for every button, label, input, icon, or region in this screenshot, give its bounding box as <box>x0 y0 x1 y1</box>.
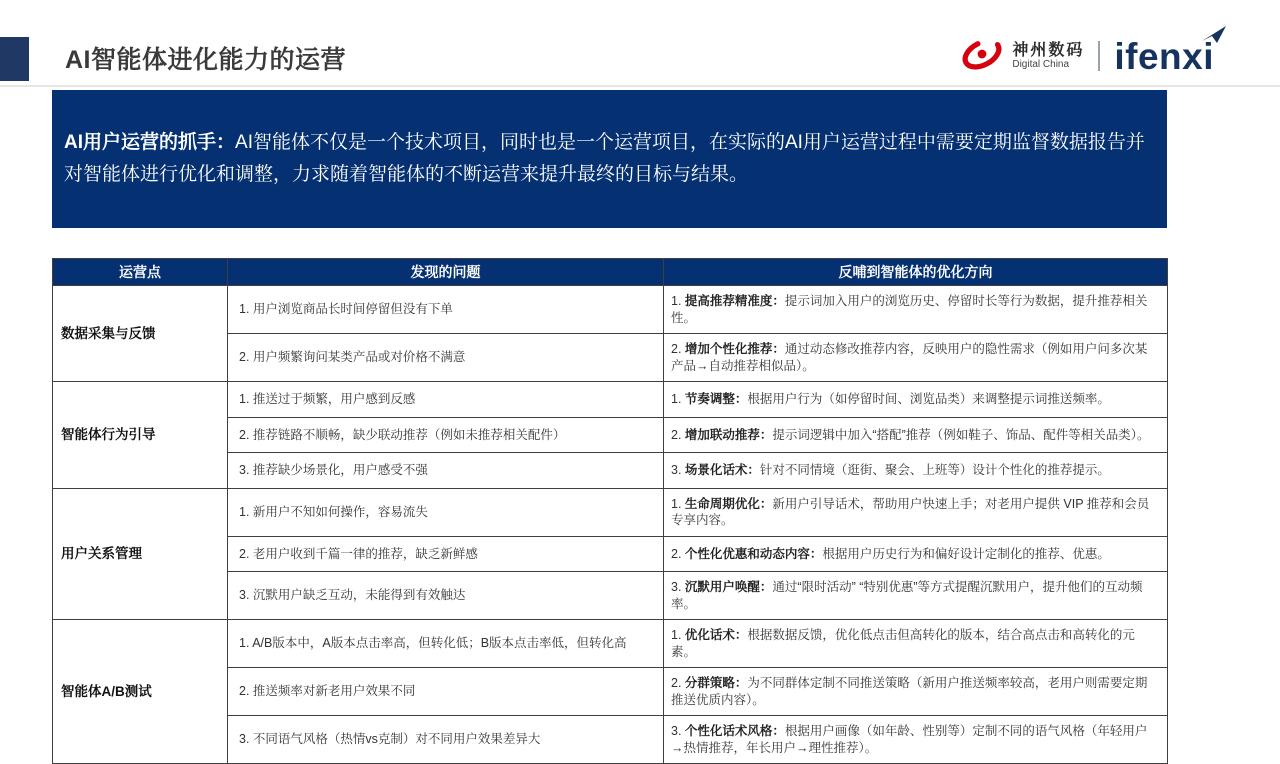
table-row <box>53 488 1168 536</box>
banner-body: AI智能体不仅是一个技术项目，同时也是一个运营项目，在实际的AI用户运营过程中需要定期监督数据报告并对智能体进行优化和调整，力求随着智能体的不断运营来提升最终的目标与结果。 <box>64 132 1145 185</box>
problem-cell: 2. 老用户收到千篇一律的推荐，缺乏新鲜感 <box>228 536 664 572</box>
optimization-cell: 2. 分群策略：为不同群体定制不同推送策略（新用户推送频率较高，老用户则需要定期推送优质内容）。 <box>664 668 1168 716</box>
summary-banner <box>52 90 1167 228</box>
optimization-cell: 3. 沉默用户唤醒：通过“限时活动” “特别优惠”等方式提醒沉默用户，提升他们的互动频率。 <box>664 572 1168 620</box>
banner-lead: AI用户运营的抓手： <box>64 132 236 154</box>
problem-cell: 2. 用户频繁询问某类产品或对价格不满意 <box>228 334 664 382</box>
ifenxi-logo <box>1114 35 1220 77</box>
title-accent-bar <box>0 37 29 81</box>
optimization-cell: 2. 增加联动推荐：提示词逻辑中加入“搭配”推荐（例如鞋子、饰品、配件等相关品类）。 <box>664 417 1168 453</box>
problem-cell: 3. 不同语气风格（热情vs克制）对不同用户效果差异大 <box>228 716 664 764</box>
problem-cell: 1. 新用户不知如何操作，容易流失 <box>228 488 664 536</box>
digital-china-en-label: Digital China <box>1012 59 1070 71</box>
optimization-cell: 1. 优化话术：根据数据反馈，优化低点击但高转化的版本，结合高点击和高转化的元素。 <box>664 620 1168 668</box>
header-optimization-direction: 反哺到智能体的优化方向 <box>664 259 1168 286</box>
ifenxi-wordmark: ifenxi <box>1114 35 1214 77</box>
problem-cell: 1. 推送过于频繁，用户感到反感 <box>228 382 664 418</box>
table-row <box>53 286 1168 334</box>
category-cell: 数据采集与反馈 <box>53 286 228 382</box>
category-cell: 智能体A/B测试 <box>53 620 228 764</box>
logo-separator <box>1098 41 1100 71</box>
optimization-cell: 3. 个性化话术风格：根据用户画像（如年龄、性别等）定制不同的语气风格（年轻用户→热情推荐，年长用户→理性推荐）。 <box>664 716 1168 764</box>
header-divider <box>0 85 1280 87</box>
optimization-cell: 3. 场景化话术：针对不同情境（逛街、聚会、上班等）设计个性化的推荐提示。 <box>664 453 1168 489</box>
problem-cell: 1. A/B版本中，A版本点击率高，但转化低；B版本点击率低，但转化高 <box>228 620 664 668</box>
optimization-cell: 1. 生命周期优化：新用户引导话术，帮助用户快速上手；对老用户提供 VIP 推荐和会员专享内容。 <box>664 488 1168 536</box>
category-cell: 智能体行为引导 <box>53 382 228 489</box>
optimization-cell: 2. 个性化优惠和动态内容：根据用户历史行为和偏好设计定制化的推荐、优惠。 <box>664 536 1168 572</box>
problem-cell: 3. 沉默用户缺乏互动，未能得到有效触达 <box>228 572 664 620</box>
page-title: AI智能体进化能力的运营 <box>65 46 347 74</box>
table-header-row <box>53 259 1168 286</box>
banner-text <box>64 127 1153 190</box>
optimization-cell: 1. 节奏调整：根据用户行为（如停留时间、浏览品类）来调整提示词推送频率。 <box>664 382 1168 418</box>
problem-cell: 3. 推荐缺少场景化，用户感受不强 <box>228 453 664 489</box>
optimization-cell: 1. 提高推荐精准度：提示词加入用户的浏览历史、停留时长等行为数据，提升推荐相关性。 <box>664 286 1168 334</box>
logo-area <box>959 32 1220 80</box>
header-operation-point: 运营点 <box>53 259 228 286</box>
optimization-cell: 2. 增加个性化推荐：通过动态修改推荐内容，反映用户的隐性需求（例如用户问多次某产品→自动推荐相似品）。 <box>664 334 1168 382</box>
table-row <box>53 382 1168 418</box>
operations-table <box>52 258 1168 764</box>
digital-china-swoosh-icon <box>959 34 1005 79</box>
problem-cell: 2. 推送频率对新老用户效果不同 <box>228 668 664 716</box>
digital-china-cn-label: 神州数码 <box>1012 41 1085 59</box>
table-row <box>53 620 1168 668</box>
problem-cell: 1. 用户浏览商品长时间停留但没有下单 <box>228 286 664 334</box>
header-problems-found: 发现的问题 <box>228 259 664 286</box>
ifenxi-arrow-icon <box>1202 26 1228 49</box>
category-cell: 用户关系管理 <box>53 488 228 620</box>
digital-china-logo <box>959 34 1084 79</box>
problem-cell: 2. 推荐链路不顺畅，缺少联动推荐（例如未推荐相关配件） <box>228 417 664 453</box>
